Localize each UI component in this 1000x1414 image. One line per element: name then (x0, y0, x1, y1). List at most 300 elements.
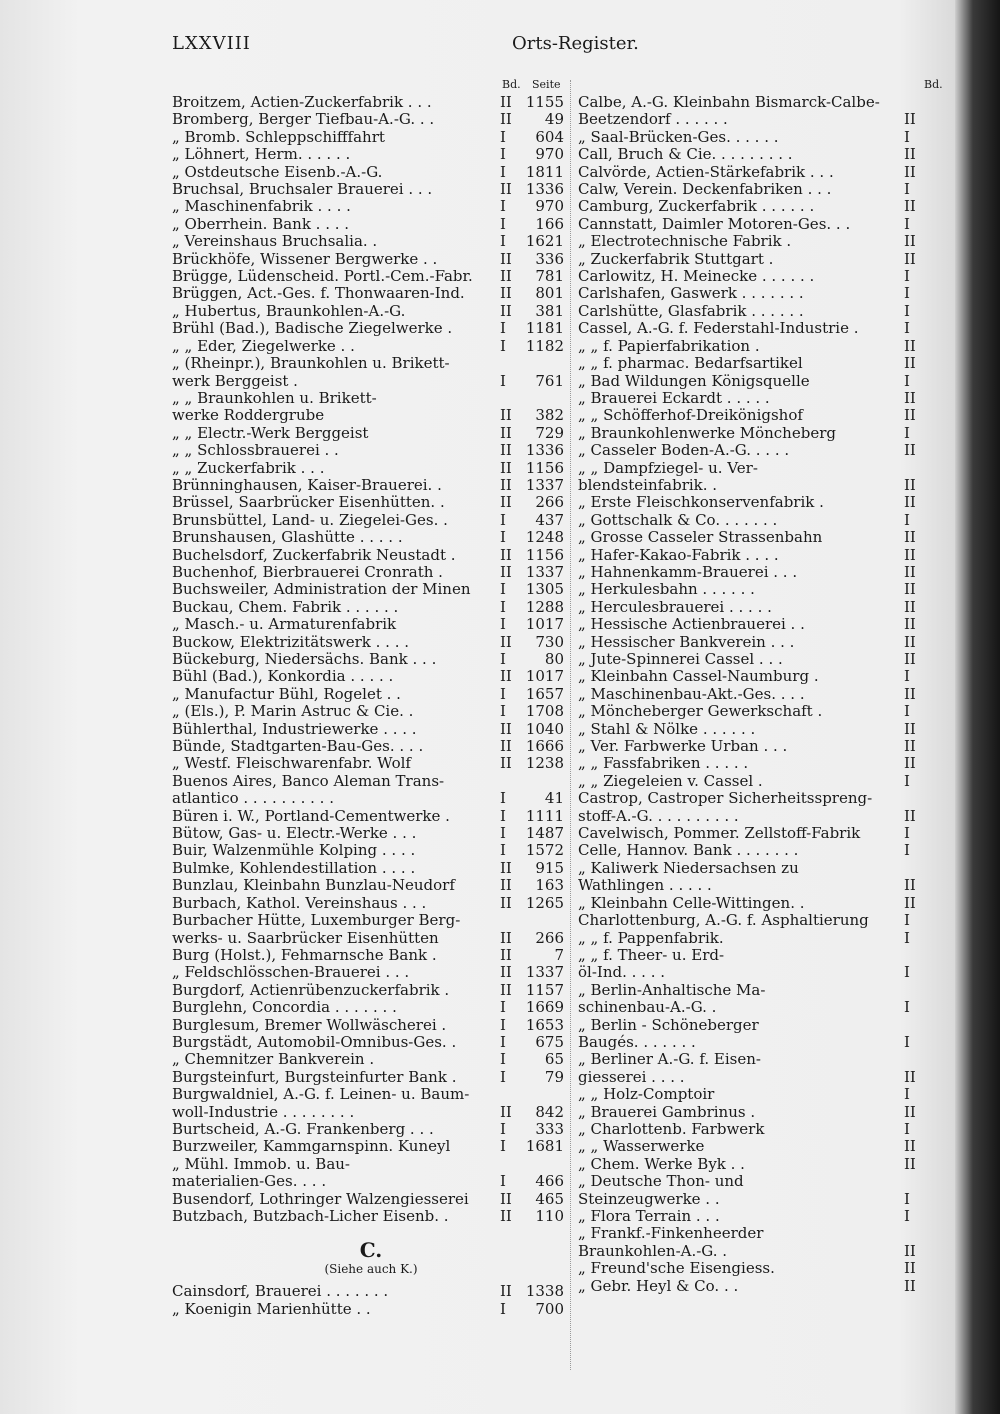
index-entry (578, 164, 953, 181)
entry-volume: II (500, 284, 512, 303)
entry-text: „ Ostdeutsche Eisenb.-A.-G. (172, 162, 383, 181)
entry-page: 1681 (525, 1137, 564, 1156)
entry-text: Burgdorf, Actienrübenzuckerfabrik . (172, 980, 450, 999)
entry-volume: I (500, 528, 506, 547)
entry-text: „ „ Fassfabriken . . . . . (578, 754, 749, 773)
entry-text: „ Gottschalk & Co. . . . . . . (578, 510, 778, 529)
entry-text: Carlshafen, Gaswerk . . . . . . . (578, 284, 804, 303)
right-entry-list (578, 94, 953, 1295)
entry-text: Bulmke, Kohlendestillation . . . . (172, 858, 416, 877)
entry-text: „ Bad Wildungen Königsquelle (578, 371, 810, 390)
entry-volume: II (904, 493, 916, 512)
index-entry (578, 808, 953, 825)
col-head-bd-right: Bd. (924, 78, 943, 91)
entry-text: Burglesum, Bremer Wollwäscherei . (172, 1015, 447, 1034)
entry-volume: I (904, 127, 910, 146)
entry-text: „ „ Ziegeleien v. Cassel . (578, 771, 763, 790)
entry-volume: II (500, 180, 512, 199)
entry-volume: II (500, 928, 512, 947)
entry-text: „ „ f. Theer- u. Erd- (578, 945, 725, 964)
entry-text: Bühlerthal, Industriewerke . . . . (172, 719, 417, 738)
index-entry (172, 877, 570, 894)
entry-volume: II (904, 406, 916, 425)
entry-volume: I (500, 580, 506, 599)
entry-volume: II (904, 1276, 916, 1295)
col-head-seite: Seite (532, 78, 561, 91)
entry-volume: II (904, 684, 916, 703)
entry-page: 1657 (525, 684, 564, 703)
entry-page: 110 (535, 1207, 564, 1225)
entry-text: Burbacher Hütte, Luxemburger Berg- (172, 911, 461, 930)
entry-text: Brüggen, Act.-Ges. f. Thonwaaren-Ind. (172, 284, 465, 303)
entry-text: Cassel, A.-G. f. Federstahl-Industrie . (578, 319, 859, 338)
index-entry (172, 1121, 570, 1138)
entry-text: „ Berlin - Schöneberger (578, 1015, 759, 1034)
entry-text: „ Vereinshaus Bruchsalia. . (172, 232, 378, 251)
entry-text: Castrop, Castroper Sicherheitsspreng- (578, 789, 873, 808)
index-entry (578, 390, 953, 407)
entry-volume: I (500, 998, 506, 1017)
entry-volume: II (500, 458, 512, 477)
entry-text: Calw, Verein. Deckenfabriken . . . (578, 180, 832, 199)
entry-page: 801 (535, 284, 564, 303)
entry-volume: I (904, 267, 910, 286)
entry-volume: I (904, 1085, 910, 1104)
entry-volume: II (904, 545, 916, 564)
entry-volume: II (904, 893, 916, 912)
index-entry (578, 251, 953, 268)
entry-volume: II (500, 93, 512, 111)
entry-text: Brühl (Bad.), Badische Ziegelwerke . (172, 319, 453, 338)
entry-text: Burbach, Kathol. Vereinshaus . . . (172, 893, 427, 912)
index-entry (578, 529, 953, 546)
entry-page: 1157 (525, 980, 564, 999)
index-entry (172, 1301, 570, 1318)
entry-text: „ Mühl. Immob. u. Bau- (172, 1154, 350, 1173)
entry-text: Bromberg, Berger Tiefbau-A.-G. . . (172, 110, 435, 129)
book-gutter (955, 0, 1000, 1414)
entry-volume: II (904, 597, 916, 616)
entry-volume: I (500, 650, 506, 668)
left-column-head (172, 76, 570, 94)
entry-page: 1337 (525, 963, 564, 982)
index-entry (172, 216, 570, 233)
index-entry (578, 668, 953, 685)
index-entry (172, 494, 570, 511)
entry-volume: I (904, 998, 910, 1017)
entry-text: „ Maschinenbau-Akt.-Ges. . . . (578, 684, 805, 703)
entry-volume: I (500, 162, 506, 181)
index-entry (578, 1156, 953, 1173)
entry-text: Buckow, Elektrizitätswerk . . . . (172, 632, 410, 651)
entry-text: Bückeburg, Niedersächs. Bank . . . (172, 650, 437, 668)
index-entry (172, 111, 570, 128)
index-entry (578, 842, 953, 859)
entry-page: 1669 (525, 998, 564, 1017)
index-entry (172, 529, 570, 546)
entry-volume: I (904, 1119, 910, 1138)
entry-volume: II (500, 441, 512, 460)
index-entry (172, 460, 570, 477)
index-entry (172, 634, 570, 651)
section-letter: C. (359, 1238, 383, 1263)
entry-volume: II (500, 876, 512, 895)
index-entry (172, 808, 570, 825)
entry-page: 1238 (525, 754, 564, 773)
index-entry (172, 303, 570, 320)
entry-page: 266 (535, 928, 564, 947)
index-entry (578, 477, 953, 494)
entry-text: „ „ f. pharmac. Bedarfsartikel (578, 354, 803, 373)
entry-volume: II (500, 963, 512, 982)
entry-text: „ Hessischer Bankverein . . . (578, 632, 795, 651)
entry-volume: I (904, 371, 910, 390)
entry-volume: II (904, 110, 916, 129)
entry-text: „ Jute-Spinnerei Cassel . . . (578, 650, 783, 668)
left-column (172, 76, 570, 1318)
index-entry (172, 790, 570, 807)
entry-text: atlantico . . . . . . . . . . (172, 789, 334, 808)
entry-volume: I (904, 1207, 910, 1225)
index-entry (172, 477, 570, 494)
entry-volume: II (500, 301, 512, 320)
index-entry (578, 703, 953, 720)
entry-volume: I (904, 928, 910, 947)
right-column (578, 76, 953, 1295)
entry-volume: II (500, 719, 512, 738)
entry-volume: II (500, 667, 512, 686)
entry-text: Brüssel, Saarbrücker Eisenhütten. . (172, 493, 445, 512)
index-entry (578, 738, 953, 755)
entry-page: 1305 (525, 580, 564, 599)
entry-volume: I (904, 284, 910, 303)
entry-page: 1265 (525, 893, 564, 912)
entry-text: Beetzendorf . . . . . . (578, 110, 728, 129)
entry-volume: I (500, 824, 506, 843)
entry-text: „ Möncheberger Gewerkschaft . (578, 702, 823, 721)
entry-text: Call, Bruch & Cie. . . . . . . . . (578, 145, 793, 164)
entry-text: „ „ Wasserwerke (578, 1137, 705, 1156)
index-entry (172, 198, 570, 215)
entry-volume: I (500, 1015, 506, 1034)
entry-volume: II (500, 980, 512, 999)
index-entry (578, 877, 953, 894)
entry-text: „ Bromb. Schleppschifffahrt (172, 127, 385, 146)
entry-page: 915 (535, 858, 564, 877)
index-entry (578, 1051, 953, 1068)
entry-text: „ Hafer-Kakao-Fabrik . . . . (578, 545, 779, 564)
entry-text: Buchenhof, Bierbrauerei Cronrath . (172, 562, 443, 581)
entry-page: 730 (535, 632, 564, 651)
entry-volume: I (500, 1137, 506, 1156)
index-entry (578, 790, 953, 807)
entry-page: 65 (544, 1050, 564, 1069)
entry-text: Bruchsal, Bruchsaler Brauerei . . . (172, 180, 433, 199)
entry-page: 1111 (525, 806, 564, 825)
index-entry (578, 721, 953, 738)
entry-volume: I (904, 911, 910, 930)
index-entry (578, 1243, 953, 1260)
entry-page: 700 (535, 1299, 564, 1318)
entry-text: materialien-Ges. . . . (172, 1172, 327, 1191)
index-entry (172, 1069, 570, 1086)
entry-text: Camburg, Zuckerfabrik . . . . . . (578, 197, 815, 216)
entry-text: schinenbau-A.-G. . (578, 998, 717, 1017)
entry-volume: II (904, 232, 916, 251)
entry-volume: I (904, 1032, 910, 1051)
entry-text: Burzweiler, Kammgarnspinn. Kuneyl (172, 1137, 451, 1156)
entry-text: „ Oberrhein. Bank . . . . (172, 214, 350, 233)
index-entry (578, 111, 953, 128)
index-entry (578, 285, 953, 302)
index-entry (578, 634, 953, 651)
entry-text: Bunzlau, Kleinbahn Bunzlau-Neudorf (172, 876, 455, 895)
entry-text: Burglehn, Concordia . . . . . . . (172, 998, 397, 1017)
index-entry (172, 581, 570, 598)
entry-text: „ „ Zuckerfabrik . . . (172, 458, 325, 477)
index-entry (172, 1173, 570, 1190)
entry-text: „ „ Holz-Comptoir (578, 1085, 715, 1104)
entry-text: „ Chem. Werke Byk . . (578, 1154, 745, 1173)
entry-text: woll-Industrie . . . . . . . . (172, 1102, 355, 1121)
entry-volume: II (904, 354, 916, 373)
entry-text: Celle, Hannov. Bank . . . . . . . (578, 841, 799, 860)
index-entry (578, 651, 953, 668)
entry-text: „ Masch.- u. Armaturenfabrik (172, 615, 397, 634)
entry-text: „ Stahl & Nölke . . . . . . (578, 719, 756, 738)
entry-page: 1017 (525, 615, 564, 634)
entry-text: Carlshütte, Glasfabrik . . . . . . (578, 301, 804, 320)
index-entry (578, 982, 953, 999)
entry-page: 1040 (525, 719, 564, 738)
entry-text: „ Westf. Fleischwarenfabr. Wolf (172, 754, 411, 773)
index-entry (172, 895, 570, 912)
entry-text: „ Frankf.-Finkenheerder (578, 1224, 764, 1243)
entry-volume: I (500, 702, 506, 721)
index-entry (172, 512, 570, 529)
entry-text: Bütow, Gas- u. Electr.-Werke . . . (172, 824, 417, 843)
entry-volume: II (500, 945, 512, 964)
entry-page: 1336 (525, 180, 564, 199)
entry-volume: II (500, 1282, 512, 1301)
entry-volume: I (904, 180, 910, 199)
index-entry (578, 1086, 953, 1103)
index-entry (578, 1225, 953, 1242)
entry-text: Calvörde, Actien-Stärkefabrik . . . (578, 162, 834, 181)
entry-volume: I (500, 145, 506, 164)
entry-text: „ Brauerei Gambrinus . (578, 1102, 756, 1121)
entry-page: 41 (544, 789, 564, 808)
index-entry (578, 198, 953, 215)
index-entry (172, 425, 570, 442)
entry-text: „ Zuckerfabrik Stuttgart . (578, 249, 774, 268)
entry-text: Calbe, A.-G. Kleinbahn Bismarck-Calbe- (578, 93, 880, 111)
index-entry (172, 1017, 570, 1034)
entry-volume: II (500, 545, 512, 564)
entry-volume: I (500, 1299, 506, 1318)
index-entry (578, 460, 953, 477)
index-entry (172, 599, 570, 616)
entry-page: 1666 (525, 737, 564, 756)
entry-page: 1155 (525, 93, 564, 111)
entry-page: 970 (535, 197, 564, 216)
entry-page: 781 (535, 267, 564, 286)
entry-text: Baugés. . . . . . . (578, 1032, 696, 1051)
entry-volume: I (904, 667, 910, 686)
entry-text: Braunkohlen-A.-G. . (578, 1241, 728, 1260)
entry-text: „ Manufactur Bühl, Rogelet . . (172, 684, 401, 703)
entry-page: 166 (535, 214, 564, 233)
entry-text: Carlowitz, H. Meinecke . . . . . . (578, 267, 815, 286)
entry-volume: II (500, 632, 512, 651)
entry-page: 842 (535, 1102, 564, 1121)
index-entry (578, 320, 953, 337)
index-entry (172, 320, 570, 337)
entry-page: 336 (535, 249, 564, 268)
entry-text: Cavelwisch, Pommer. Zellstoff-Fabrik (578, 824, 861, 843)
entry-text: „ „ Schöfferhof-Dreikönigshof (578, 406, 803, 425)
entry-page: 49 (544, 110, 564, 129)
index-entry (172, 964, 570, 981)
entry-text: „ Deutsche Thon- und (578, 1172, 744, 1191)
index-entry (578, 860, 953, 877)
entry-text: werks- u. Saarbrücker Eisenhütten (172, 928, 439, 947)
index-entry (172, 1283, 570, 1300)
entry-text: Buchsweiler, Administration der Minen (172, 580, 471, 599)
entry-volume: I (500, 336, 506, 355)
index-entry (578, 1034, 953, 1051)
entry-text: stoff-A.-G. . . . . . . . . . (578, 806, 739, 825)
index-entry (578, 425, 953, 442)
entry-text: „ „ Schlossbrauerei . . (172, 441, 339, 460)
entry-volume: I (904, 824, 910, 843)
entry-volume: II (904, 876, 916, 895)
entry-text: „ Koenigin Marienhütte . . (172, 1299, 371, 1318)
entry-volume: II (904, 1241, 916, 1260)
entry-page: 1337 (525, 562, 564, 581)
right-column-head (578, 76, 953, 94)
entry-text: „ Saal-Brücken-Ges. . . . . . (578, 127, 779, 146)
entry-volume: I (500, 1172, 506, 1191)
entry-volume: II (500, 893, 512, 912)
entry-volume: I (904, 963, 910, 982)
index-entry (172, 738, 570, 755)
entry-volume: II (904, 650, 916, 668)
index-entry (172, 1156, 570, 1173)
index-entry (172, 373, 570, 390)
entry-volume: I (500, 615, 506, 634)
entry-text: Buchelsdorf, Zuckerfabrik Neustadt . (172, 545, 456, 564)
entry-volume: I (500, 1050, 506, 1069)
index-entry (172, 860, 570, 877)
index-entry (578, 268, 953, 285)
index-entry (578, 895, 953, 912)
entry-text: „ Charlottenb. Farbwerk (578, 1119, 765, 1138)
entry-text: „ Grosse Casseler Strassenbahn (578, 528, 823, 547)
entry-text: „ Herkulesbahn . . . . . . (578, 580, 755, 599)
entry-volume: II (500, 1189, 512, 1208)
entry-volume: I (904, 771, 910, 790)
col-head-bd: Bd. (502, 78, 521, 91)
entry-page: 1156 (525, 458, 564, 477)
index-entry (578, 233, 953, 250)
entry-text: Brügge, Lüdenscheid. Portl.-Cem.-Fabr. (172, 267, 473, 286)
entry-text: „ Herculesbrauerei . . . . . (578, 597, 772, 616)
entry-volume: II (904, 145, 916, 164)
entry-text: „ Flora Terrain . . . (578, 1207, 720, 1225)
entry-text: „ Hessische Actienbrauerei . . (578, 615, 805, 634)
index-entry (578, 825, 953, 842)
index-entry (172, 703, 570, 720)
index-entry (172, 651, 570, 668)
entry-text: „ Berliner A.-G. f. Eisen- (578, 1050, 761, 1069)
entry-text: „ Maschinenfabrik . . . . (172, 197, 351, 216)
entry-volume: I (904, 319, 910, 338)
index-entry (578, 1017, 953, 1034)
index-entry (172, 825, 570, 842)
entry-page: 1336 (525, 441, 564, 460)
entry-page: 1487 (525, 824, 564, 843)
entry-text: „ Berlin-Anhaltische Ma- (578, 980, 766, 999)
entry-text: „ Gebr. Heyl & Co. . . (578, 1276, 739, 1295)
entry-text: giesserei . . . . (578, 1067, 685, 1086)
entry-text: „ Hahnenkamm-Brauerei . . . (578, 562, 798, 581)
entry-volume: I (500, 319, 506, 338)
entry-text: „ „ f. Papierfabrikation . (578, 336, 760, 355)
index-entry (578, 373, 953, 390)
entry-page: 1182 (525, 336, 564, 355)
index-entry (172, 999, 570, 1016)
entry-text: Brückhöfe, Wissener Bergwerke . . (172, 249, 438, 268)
index-entry (172, 1034, 570, 1051)
left-entry-list (172, 94, 570, 1225)
entry-volume: II (904, 336, 916, 355)
index-entry (578, 181, 953, 198)
entry-volume: II (500, 858, 512, 877)
index-entry (172, 251, 570, 268)
entry-volume: I (904, 841, 910, 860)
entry-volume: I (500, 841, 506, 860)
index-entry (172, 268, 570, 285)
index-entry (578, 338, 953, 355)
index-entry (578, 930, 953, 947)
entry-page: 333 (535, 1119, 564, 1138)
entry-text: „ Electrotechnische Fabrik . (578, 232, 792, 251)
index-entry (172, 773, 570, 790)
entry-volume: II (500, 754, 512, 773)
entry-page: 1288 (525, 597, 564, 616)
entry-text: „ Kleinbahn Celle-Wittingen. . (578, 893, 805, 912)
entry-page: 1156 (525, 545, 564, 564)
entry-page: 80 (544, 650, 564, 668)
entry-page: 437 (535, 510, 564, 529)
entry-volume: II (904, 562, 916, 581)
index-entry (578, 1121, 953, 1138)
entry-volume: II (904, 388, 916, 407)
index-entry (172, 407, 570, 424)
index-entry (578, 442, 953, 459)
entry-volume: I (500, 371, 506, 390)
index-entry (578, 355, 953, 372)
entry-page: 163 (535, 876, 564, 895)
entry-volume: I (500, 1067, 506, 1086)
index-entry (578, 686, 953, 703)
entry-text: Burtscheid, A.-G. Frankenberg . . . (172, 1119, 434, 1138)
entry-volume: I (500, 197, 506, 216)
entry-text: Buenos Aires, Banco Aleman Trans- (172, 771, 445, 790)
entry-volume: II (904, 197, 916, 216)
entry-volume: II (904, 249, 916, 268)
